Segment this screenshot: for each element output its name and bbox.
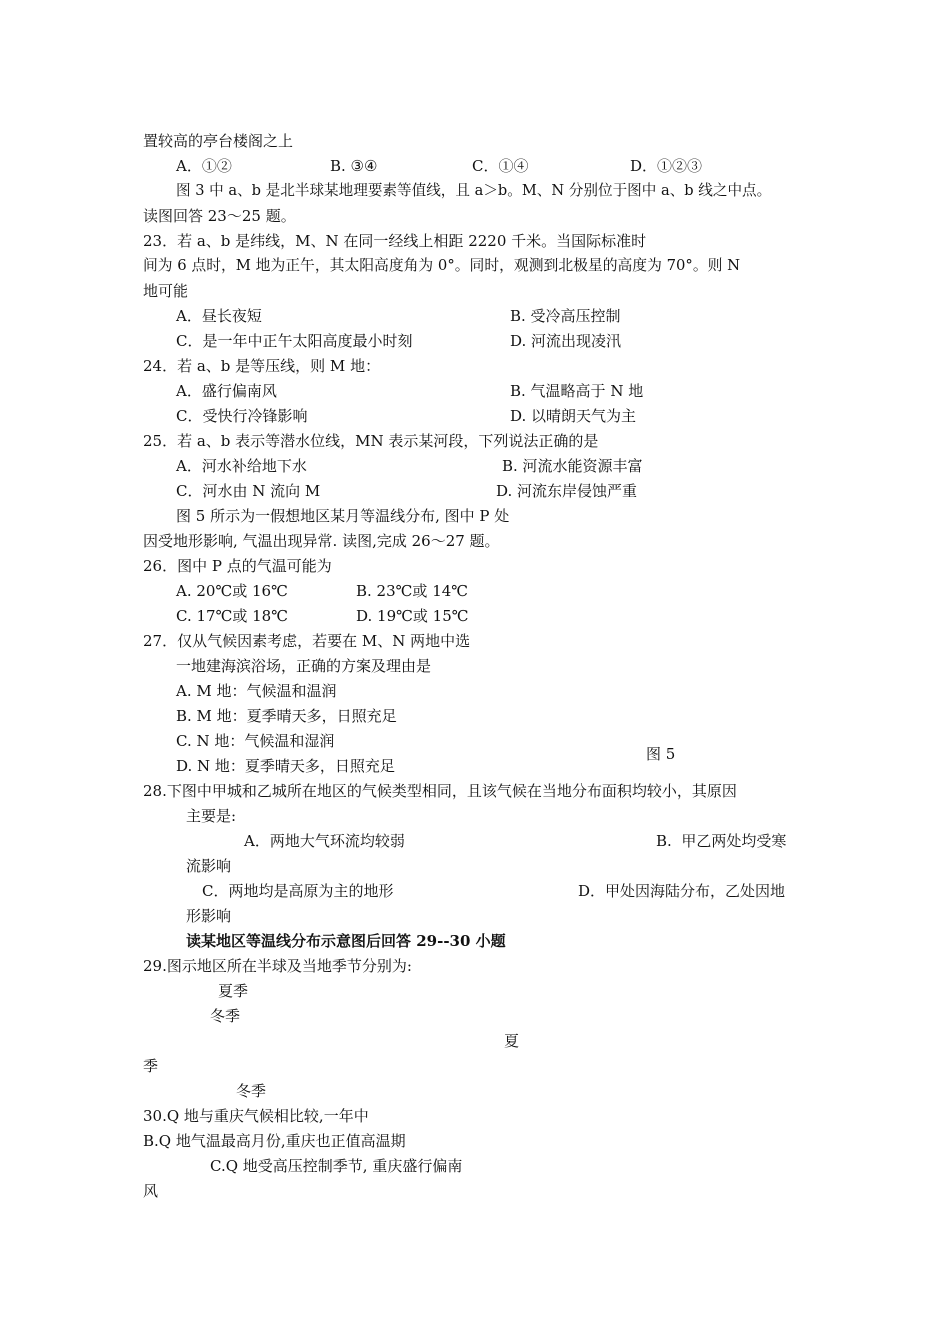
text-line: 流影响 [186,857,232,875]
text-line: 形影响 [186,907,232,925]
text-line: 读图回答 23～25 题。 [143,207,296,225]
text-line: 一地建海滨浴场，正确的方案及理由是 [176,657,432,675]
text-line: 读某地区等温线分布示意图后回答 29--30 小题 [186,932,506,950]
question-28: 28.下图中甲城和乙城所在地区的气候类型相同，且该气候在当地分布面积均较小，其原因 [143,782,737,800]
text-line: 图 3 中 a、b 是北半球某地理要素等值线，且 a＞b。M、N 分别位于图中 a、b 线之中点。 [176,182,772,199]
text-line: 地可能 [143,282,189,300]
option-c: C．两地均是高原为主的地形 [202,882,394,900]
option-a: A. 20℃或 16℃ [176,582,288,600]
option-a: A．两地大气环流均较弱 [244,832,405,850]
text-fragment: 冬季 [236,1082,267,1100]
question-23: 23．若 a、b 是纬线，M、N 在同一经线上相距 2220 千米。当国际标准时 [143,232,647,250]
option-a: A．①② [176,157,232,175]
option-b: B. 受冷高压控制 [510,307,621,325]
text-line: 图 5 所示为一假想地区某月等温线分布, 图中 P 处 [176,507,510,525]
figure-label: 图 5 [646,745,676,763]
question-25: 25．若 a、b 表示等潜水位线，MN 表示某河段，下列说法正确的是 [143,432,599,450]
option-c: C．受快行冷锋影响 [176,407,308,425]
option-c: C．河水由 N 流向 M [176,482,321,500]
text-fragment: 风 [143,1182,159,1200]
option-d: D. 19℃或 15℃ [356,607,469,625]
question-24: 24．若 a、b 是等压线，则 M 地： [143,357,381,375]
text-line: 因受地形影响, 气温出现异常. 读图,完成 26～27 题。 [143,532,500,550]
text-line: 主要是: [186,807,237,825]
option-b: B. 23℃或 14℃ [356,582,469,600]
option-a: A．盛行偏南风 [176,382,277,400]
option-d: D. N 地：夏季晴天多，日照充足 [176,757,395,775]
option-b: B. 甲乙两处均受寒 [656,832,787,850]
question-26: 26．图中 P 点的气温可能为 [143,557,332,575]
option-d: D. 河流东岸侵蚀严重 [496,482,638,500]
question-27: 27．仅从气候因素考虑，若要在 M、N 两地中选 [143,632,471,650]
option-c: C.Q 地受高压控制季节, 重庆盛行偏南 [210,1157,463,1175]
text-line: 置较高的亭台楼阁之上 [143,132,294,150]
option-d: D．①②③ [630,157,703,175]
option-b: B. M 地：夏季晴天多，日照充足 [176,707,397,725]
text-fragment: 冬季 [210,1007,241,1025]
option-d: D．甲处因海陆分布，乙处因地 [578,882,786,900]
option-c: C. 17℃或 18℃ [176,607,288,625]
option-a: A．昼长夜短 [176,307,262,325]
option-c: C．①④ [472,157,529,175]
option-b: B.Q 地气温最高月份,重庆也正值高温期 [143,1132,406,1150]
option-a: A．河水补给地下水 [176,457,307,475]
text-fragment: 季 [143,1057,159,1075]
option-b: B. 河流水能资源丰富 [502,457,643,475]
option-a: A. M 地：气候温和温润 [176,682,337,700]
option-d: D. 以晴朗天气为主 [510,407,637,425]
option-b: B. 气温略高于 N 地 [510,382,644,400]
text-fragment: 夏 [504,1032,520,1050]
option-c: C. N 地：气候温和湿润 [176,732,335,750]
question-30: 30.Q 地与重庆气候相比较,一年中 [143,1107,369,1125]
text-line: 间为 6 点时，M 地为正午，其太阳高度角为 0°。同时，观测到北极星的高度为 70°。则 N [143,257,741,274]
option-b: B. ③④ [330,157,378,175]
question-29: 29.图示地区所在半球及当地季节分别为: [143,957,412,975]
option-d: D. 河流出现凌汛 [510,332,622,350]
option-c: C．是一年中正午太阳高度最小时刻 [176,332,413,350]
text-fragment: 夏季 [218,982,249,1000]
